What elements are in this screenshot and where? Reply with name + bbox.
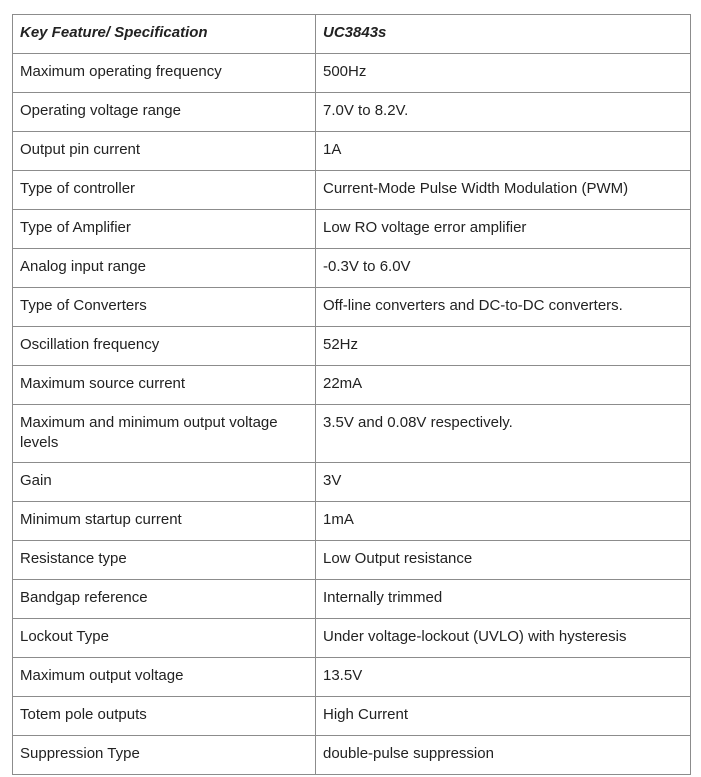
- value-cell: 7.0V to 8.2V.: [316, 93, 691, 132]
- value-cell: 1mA: [316, 502, 691, 541]
- table-row: [13, 619, 691, 658]
- value-cell: 3.5V and 0.08V respectively.: [316, 405, 691, 463]
- value-cell: 13.5V: [316, 658, 691, 697]
- feature-cell: Maximum operating frequency: [13, 54, 316, 93]
- feature-cell: Minimum startup current: [13, 502, 316, 541]
- value-cell: Current-Mode Pulse Width Modulation (PWM): [316, 171, 691, 210]
- feature-cell: Analog input range: [13, 249, 316, 288]
- feature-cell: Output pin current: [13, 132, 316, 171]
- table-row: [13, 405, 691, 463]
- feature-cell: Totem pole outputs: [13, 697, 316, 736]
- header-value: UC3843s: [316, 15, 691, 54]
- table-row: [13, 502, 691, 541]
- feature-cell: Type of Converters: [13, 288, 316, 327]
- table-header-row: [13, 15, 691, 54]
- table-row: [13, 541, 691, 580]
- header-feature: Key Feature/ Specification: [13, 15, 316, 54]
- feature-cell: Lockout Type: [13, 619, 316, 658]
- table-row: [13, 171, 691, 210]
- table-row: [13, 327, 691, 366]
- table-row: [13, 54, 691, 93]
- table-row: [13, 697, 691, 736]
- table-row: [13, 463, 691, 502]
- feature-cell: Type of Amplifier: [13, 210, 316, 249]
- table-row: [13, 288, 691, 327]
- feature-cell: Suppression Type: [13, 736, 316, 775]
- table-row: [13, 736, 691, 775]
- value-cell: 22mA: [316, 366, 691, 405]
- value-cell: High Current: [316, 697, 691, 736]
- table-row: [13, 210, 691, 249]
- value-cell: 3V: [316, 463, 691, 502]
- spec-table: [12, 14, 691, 775]
- feature-cell: Maximum output voltage: [13, 658, 316, 697]
- value-cell: double-pulse suppression: [316, 736, 691, 775]
- feature-cell: Operating voltage range: [13, 93, 316, 132]
- table-row: [13, 580, 691, 619]
- feature-cell: Gain: [13, 463, 316, 502]
- feature-cell: Maximum and minimum output voltage levels: [13, 405, 316, 463]
- value-cell: Internally trimmed: [316, 580, 691, 619]
- feature-cell: Type of controller: [13, 171, 316, 210]
- table-row: [13, 366, 691, 405]
- table-row: [13, 249, 691, 288]
- value-cell: Low RO voltage error amplifier: [316, 210, 691, 249]
- value-cell: 500Hz: [316, 54, 691, 93]
- value-cell: Low Output resistance: [316, 541, 691, 580]
- feature-cell: Bandgap reference: [13, 580, 316, 619]
- value-cell: Off-line converters and DC-to-DC converters.: [316, 288, 691, 327]
- feature-cell: Resistance type: [13, 541, 316, 580]
- value-cell: -0.3V to 6.0V: [316, 249, 691, 288]
- table-row: [13, 132, 691, 171]
- table-row: [13, 93, 691, 132]
- table-row: [13, 658, 691, 697]
- value-cell: 52Hz: [316, 327, 691, 366]
- feature-cell: Maximum source current: [13, 366, 316, 405]
- value-cell: 1A: [316, 132, 691, 171]
- value-cell: Under voltage-lockout (UVLO) with hysteresis: [316, 619, 691, 658]
- feature-cell: Oscillation frequency: [13, 327, 316, 366]
